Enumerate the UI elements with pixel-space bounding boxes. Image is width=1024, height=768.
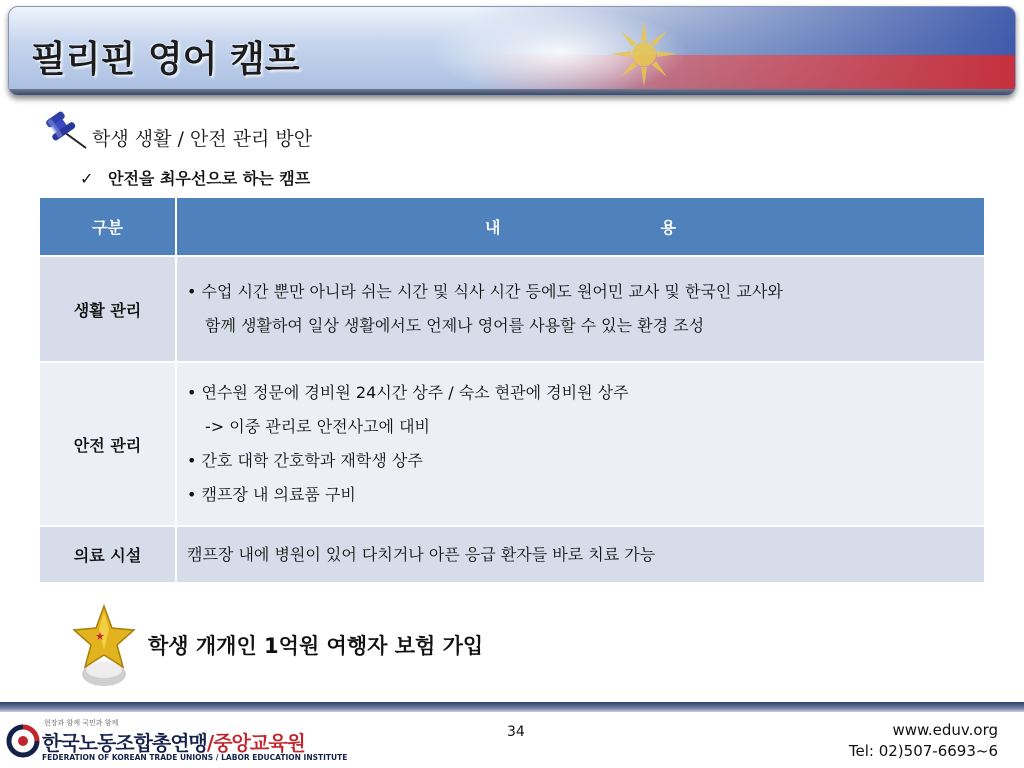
management-table <box>40 198 984 582</box>
content-line: • 연수원 정문에 경비원 24시간 상주 / 숙소 현관에 경비원 상주 <box>187 383 629 402</box>
row-category: 생활 관리 <box>40 256 176 362</box>
federation-logo <box>6 718 348 764</box>
row-content <box>176 526 984 582</box>
table-row <box>40 526 984 582</box>
banner-bottom-line <box>9 89 1015 95</box>
title-banner <box>8 6 1016 96</box>
logo-name-sub: /중앙교육원 <box>206 731 305 755</box>
row-category: 의료 시설 <box>40 526 176 582</box>
checklist-item <box>80 166 310 189</box>
content-line: • 수업 시간 뿐만 아니라 쉬는 시간 및 식사 시간 등에도 원어민 교사 및 한국인 교사와 <box>187 282 783 301</box>
pushpin-icon <box>44 110 90 152</box>
insurance-text: 학생 개개인 1억원 여행자 보험 가입 <box>148 634 484 658</box>
row-content <box>176 256 984 362</box>
footer-bar <box>0 702 1024 712</box>
page-title: 필리핀 영어 캠프 <box>31 38 300 80</box>
row-category: 안전 관리 <box>40 362 176 526</box>
footer-tel: Tel: 02)507-6693~6 <box>848 742 998 760</box>
logo-tagline: 현장과 함께 국민과 함께 <box>44 719 119 727</box>
logo-english-name: FEDERATION OF KOREAN TRADE UNIONS / LABOR EDUCATION INSTITUTE <box>42 753 348 762</box>
table-header-row <box>40 198 984 256</box>
footer-url: www.eduv.org <box>892 721 998 739</box>
header-content-right: 용 <box>660 218 676 237</box>
federation-logo-icon <box>6 724 40 758</box>
content-line: • 캠프장 내 의료품 구비 <box>187 485 356 504</box>
content-line: -> 이중 관리로 안전사고에 대비 <box>205 417 430 436</box>
row-content <box>176 362 984 526</box>
logo-name-main: 한국노동조합총연맹 <box>42 731 207 755</box>
table-row <box>40 362 984 526</box>
section-title: 학생 생활 / 안전 관리 방안 <box>92 128 313 150</box>
gold-star-icon <box>72 604 136 690</box>
table-row <box>40 256 984 362</box>
flag-sun-icon <box>609 19 679 89</box>
checkmark-icon: ✓ <box>80 169 94 188</box>
checklist-text: 안전을 최우선으로 하는 캠프 <box>108 169 311 188</box>
page-number: 34 <box>507 724 525 740</box>
header-category: 구분 <box>40 198 176 256</box>
content-line: 캠프장 내에 병원이 있어 다치거나 아픈 응급 환자들 바로 치료 가능 <box>187 544 656 564</box>
content-line: • 간호 대학 간호학과 재학생 상주 <box>187 451 423 470</box>
header-content <box>176 198 984 256</box>
logo-name <box>42 727 305 756</box>
content-line: 함께 생활하여 일상 생활에서도 언제나 영어를 사용할 수 있는 환경 조성 <box>205 316 705 335</box>
header-content-left: 내 <box>485 218 501 237</box>
